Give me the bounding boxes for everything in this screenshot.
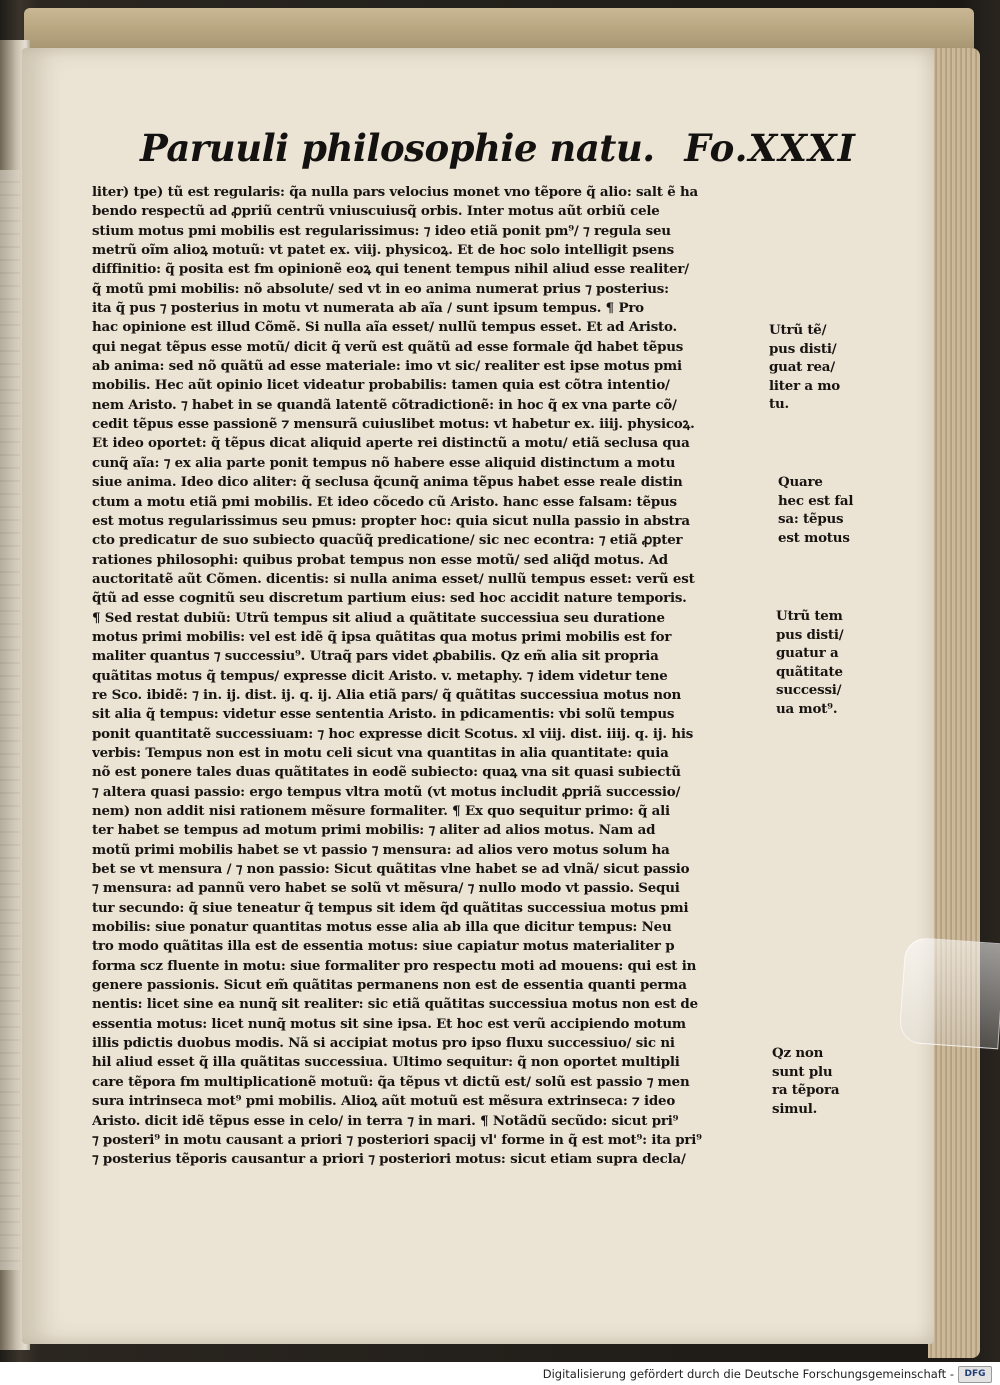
margin-gloss (769, 321, 855, 414)
text-line: ctum a motu etiã pmi mobilis. Et ideo cõcedo cũ Aristo. hanc esse falsam: tẽpus (92, 493, 677, 510)
gloss-line: pus disti/ (769, 340, 837, 357)
text-line: ⁊ posterius tẽporis causantur a priori ⁊ posteriori motus: sicut etiam supra decla/ (92, 1151, 686, 1168)
text-line: tur secundo: q̃ siue teneatur q̃ tempus sit idem q̃d quãtitas successiua motus pmi (92, 899, 689, 916)
text-line: bendo respectũ ad ꝓpriũ centrũ vniuscuiusq̃ orbis. Inter motus aũt orbiũ cele (92, 203, 660, 220)
text-line: bet se vt mensura / ⁊ non passio: Sicut quãtitas vlne habet se ad vlnã/ sicut passio (92, 861, 690, 878)
text-line: metrũ oĩm alioꝝ motuũ: vt patet ex. viij. physicoꝝ. Et de hoc solo intelligit psens (92, 242, 674, 259)
running-title: Paruuli philosophie natu. (140, 126, 655, 170)
text-line: cto predicatur de suo subiecto quacũq̃ predicatione/ sic nec econtra: ⁊ etiã ꝓpter (92, 532, 683, 549)
text-line: ita q̃ pus ⁊ posterius in motu vt numerata ab aĩa / sunt ipsum tempus. ¶ Pro (92, 300, 644, 317)
text-line: siue anima. Ideo dico aliter: q̃ seclusa q̃cunq̃ anima tẽpus habet esse reale distin (92, 474, 683, 491)
text-line: ponit quantitatẽ successiuam: ⁊ hoc expresse dicit Scotus. xl viij. dist. iiij. q. ij. his (92, 725, 694, 742)
text-line: forma scz fluente in motu: siue formaliter pro respectu moti ad mouens: qui est in (92, 957, 697, 974)
gloss-line: Utrũ tem (776, 608, 843, 624)
text-line: nem) non addit nisi rationem mẽsure formaliter. ¶ Ex quo sequitur primo: q̃ ali (92, 803, 670, 819)
folio-number: Fo.XXXI (684, 126, 856, 170)
gloss-line: ra tẽpora (772, 1082, 840, 1098)
text-line: motũ primi mobilis habet se vt passio ⁊ mensura: ad alios vero motus solum ha (92, 841, 670, 858)
text-line: essentia motus: licet nunq̃ motus sit sine ipsa. Et hoc est verũ accipiendo motum (92, 1015, 686, 1032)
text-line: quãtitas motus q̃ tempus/ expresse dicit Aristo. v. metaphy. ⁊ idem videtur tene (92, 667, 668, 684)
text-line: care tẽpora fm multiplicationẽ motuũ: q̃a tẽpus vt dictũ est/ solũ est passio ⁊ men (92, 1073, 690, 1090)
text-line: motus primi mobilis: vel est idẽ q̃ ipsa quãtitas qua motus primi mobilis est for (92, 628, 672, 645)
text-line: ⁊ posteri⁹ in motu causant a priori ⁊ posteriori spacij vl' forme in q̃ est mot⁹: ita pri⁹ (92, 1131, 702, 1148)
gloss-line: hec est fal (778, 492, 854, 509)
text-line: ⁊ mensura: ad pannũ vero habet se solũ vt mẽsura/ ⁊ nullo modo vt passio. Sequi (92, 880, 680, 897)
text-line: illis pdictis duobus modis. Nã si accipiat motus pro ipso fluxu successiuo/ sic ni (92, 1035, 675, 1052)
book-top-edge (24, 8, 974, 48)
gloss-line: pus disti/ (776, 626, 844, 643)
text-line: mobilis: siue ponatur quantitas motus esse alia ab illa que dicitur tempus: Neu (92, 919, 672, 936)
gloss-line: sa: tẽpus (778, 511, 844, 527)
gloss-line: ua mot⁹. (776, 700, 838, 717)
gloss-line: est motus (778, 529, 850, 546)
gloss-line: guat rea/ (769, 359, 835, 375)
page-clip (898, 937, 1000, 1050)
running-header (126, 122, 856, 182)
text-line: Et ideo oportet: q̃ tẽpus dicat aliquid aperte rei distinctũ a motu/ etiã seclusa qua (92, 435, 690, 452)
text-line: hac opinione est illud Cõmẽ. Si nulla aĩa esset/ nullũ tempus esset. Et ad Aristo. (92, 319, 677, 336)
main-text-block (92, 183, 764, 1173)
text-line: maliter quantus ⁊ successiu⁹. Utraq̃ pars videt ꝓbabilis. Qz em̃ alia sit propria (92, 648, 659, 665)
gloss-line: simul. (772, 1100, 818, 1117)
text-line: nem Aristo. ⁊ habet in se quandã latentẽ cõtradictionẽ: in hoc q̃ ex vna parte cõ/ (92, 396, 677, 413)
text-line: cedit tẽpus esse passionẽ ⁊ mensurã cuiuslibet motus: vt habetur ex. iiij. physicoꝝ. (92, 416, 695, 433)
text-line: sit alia q̃ tempus: videtur esse sententia Aristo. in pdicamentis: vbi solũ tempus (92, 706, 675, 723)
text-line: liter) tpe) tũ est regularis: q̃a nulla pars velocius monet vno tẽpore q̃ alio: salt ẽ ha (92, 184, 698, 200)
text-line: cunq̃ aĩa: ⁊ ex alia parte ponit tempus nõ habere esse aliquid distinctum a motu (92, 454, 676, 471)
text-line: stium motus pmi mobilis est regularissimus: ⁊ ideo etiã ponit pm⁹/ ⁊ regula seu (92, 222, 671, 239)
dfg-logo: DFG (958, 1366, 992, 1383)
text-line: est motus regularissimus seu pmus: propter hoc: quia sicut nulla passio in abstra (92, 512, 690, 529)
margin-gloss (776, 607, 856, 718)
gloss-line: Quare (778, 474, 823, 490)
footer-bar (0, 1362, 1000, 1385)
gloss-line: successi/ (776, 682, 842, 698)
margin-gloss (772, 1044, 858, 1118)
text-line: ¶ Sed restat dubiũ: Utrũ tempus sit aliud a quãtitate successiua seu duratione (92, 609, 665, 626)
gloss-line: guatur a (776, 645, 839, 661)
text-line: sura intrinseca mot⁹ pmi mobilis. Alioꝝ aũt motuũ est mẽsura extrinseca: ⁊ ideo (92, 1093, 676, 1110)
text-line: diffinitio: q̃ posita est fm opinionẽ eoꝝ qui tenent tempus nihil aliud esse realiter/ (92, 261, 689, 278)
text-line: Aristo. dicit idẽ tẽpus esse in celo/ in terra ⁊ in mari. ¶ Notãdũ secũdo: sicut pri⁹ (92, 1112, 679, 1129)
gloss-line: quãtitate (776, 663, 843, 680)
page-stack-edge (928, 48, 980, 1358)
text-line: genere passionis. Sicut em̃ quãtitas permanens non est de essentia quanti perma (92, 977, 687, 994)
text-line: nentis: licet sine ea nunq̃ sit realiter: sic etiã quãtitas successiua motus non est de (92, 996, 698, 1013)
gloss-line: sunt plu (772, 1063, 833, 1080)
text-line: ter habet se tempus ad motum primi mobilis: ⁊ aliter ad alios motus. Nam ad (92, 822, 656, 839)
left-page-text-fragments (0, 170, 20, 1270)
text-line: ⁊ altera quasi passio: ergo tempus vltra motũ (vt motus includit ꝓpriã successio/ (92, 783, 681, 800)
text-line: mobilis. Hec aũt opinio licet videatur probabilis: tamen quia est cõtra intentio/ (92, 377, 670, 394)
gloss-line: liter a mo (769, 377, 841, 394)
funding-notice: Digitalisierung gefördert durch die Deutsche Forschungsgemeinschaft - (542, 1367, 954, 1381)
margin-gloss (778, 473, 858, 547)
text-line: tro modo quãtitas illa est de essentia motus: siue capiatur motus materialiter p (92, 938, 675, 955)
gloss-line: tu. (769, 396, 789, 412)
text-line: verbis: Tempus non est in motu celi sicut vna quantitas in alia quantitate: quia (92, 744, 669, 761)
text-line: hil aliud esset q̃ illa quãtitas successiua. Ultimo sequitur: q̃ non oportet multipli (92, 1054, 680, 1071)
text-line: qui negat tẽpus esse motũ/ dicit q̃ verũ est quãtũ ad esse formale q̃d habet tẽpus (92, 338, 684, 355)
text-line: ab anima: sed nõ quãtũ ad esse materiale: imo vt sic/ realiter est ipse motus pmi (92, 358, 682, 375)
text-line: nõ est ponere tales duas quãtitates in eodẽ subiecto: quaꝝ vna sit quasi subiectũ (92, 764, 681, 781)
text-line: q̃ motũ pmi mobilis: nõ absolute/ sed vt in eo anima numerat prius ⁊ posterius: (92, 280, 669, 297)
gloss-line: Qz non (772, 1045, 824, 1061)
text-line: rationes philosophi: quibus probat tempus non esse motũ/ sed aliq̃d motus. Ad (92, 551, 668, 568)
text-line: q̃tũ ad esse cognitũ seu discretum partium eius: sed hoc accidit nature temporis. (92, 590, 687, 607)
text-line: re Sco. ibidẽ: ⁊ in. ij. dist. ij. q. ij. Alia etiã pars/ q̃ quãtitas successiua motus non (92, 686, 682, 703)
gloss-line: Utrũ tẽ/ (769, 322, 827, 338)
text-line: auctoritatẽ aũt Cõmen. dicentis: si nulla anima esset/ nullũ tempus esset: verũ est (92, 570, 695, 587)
